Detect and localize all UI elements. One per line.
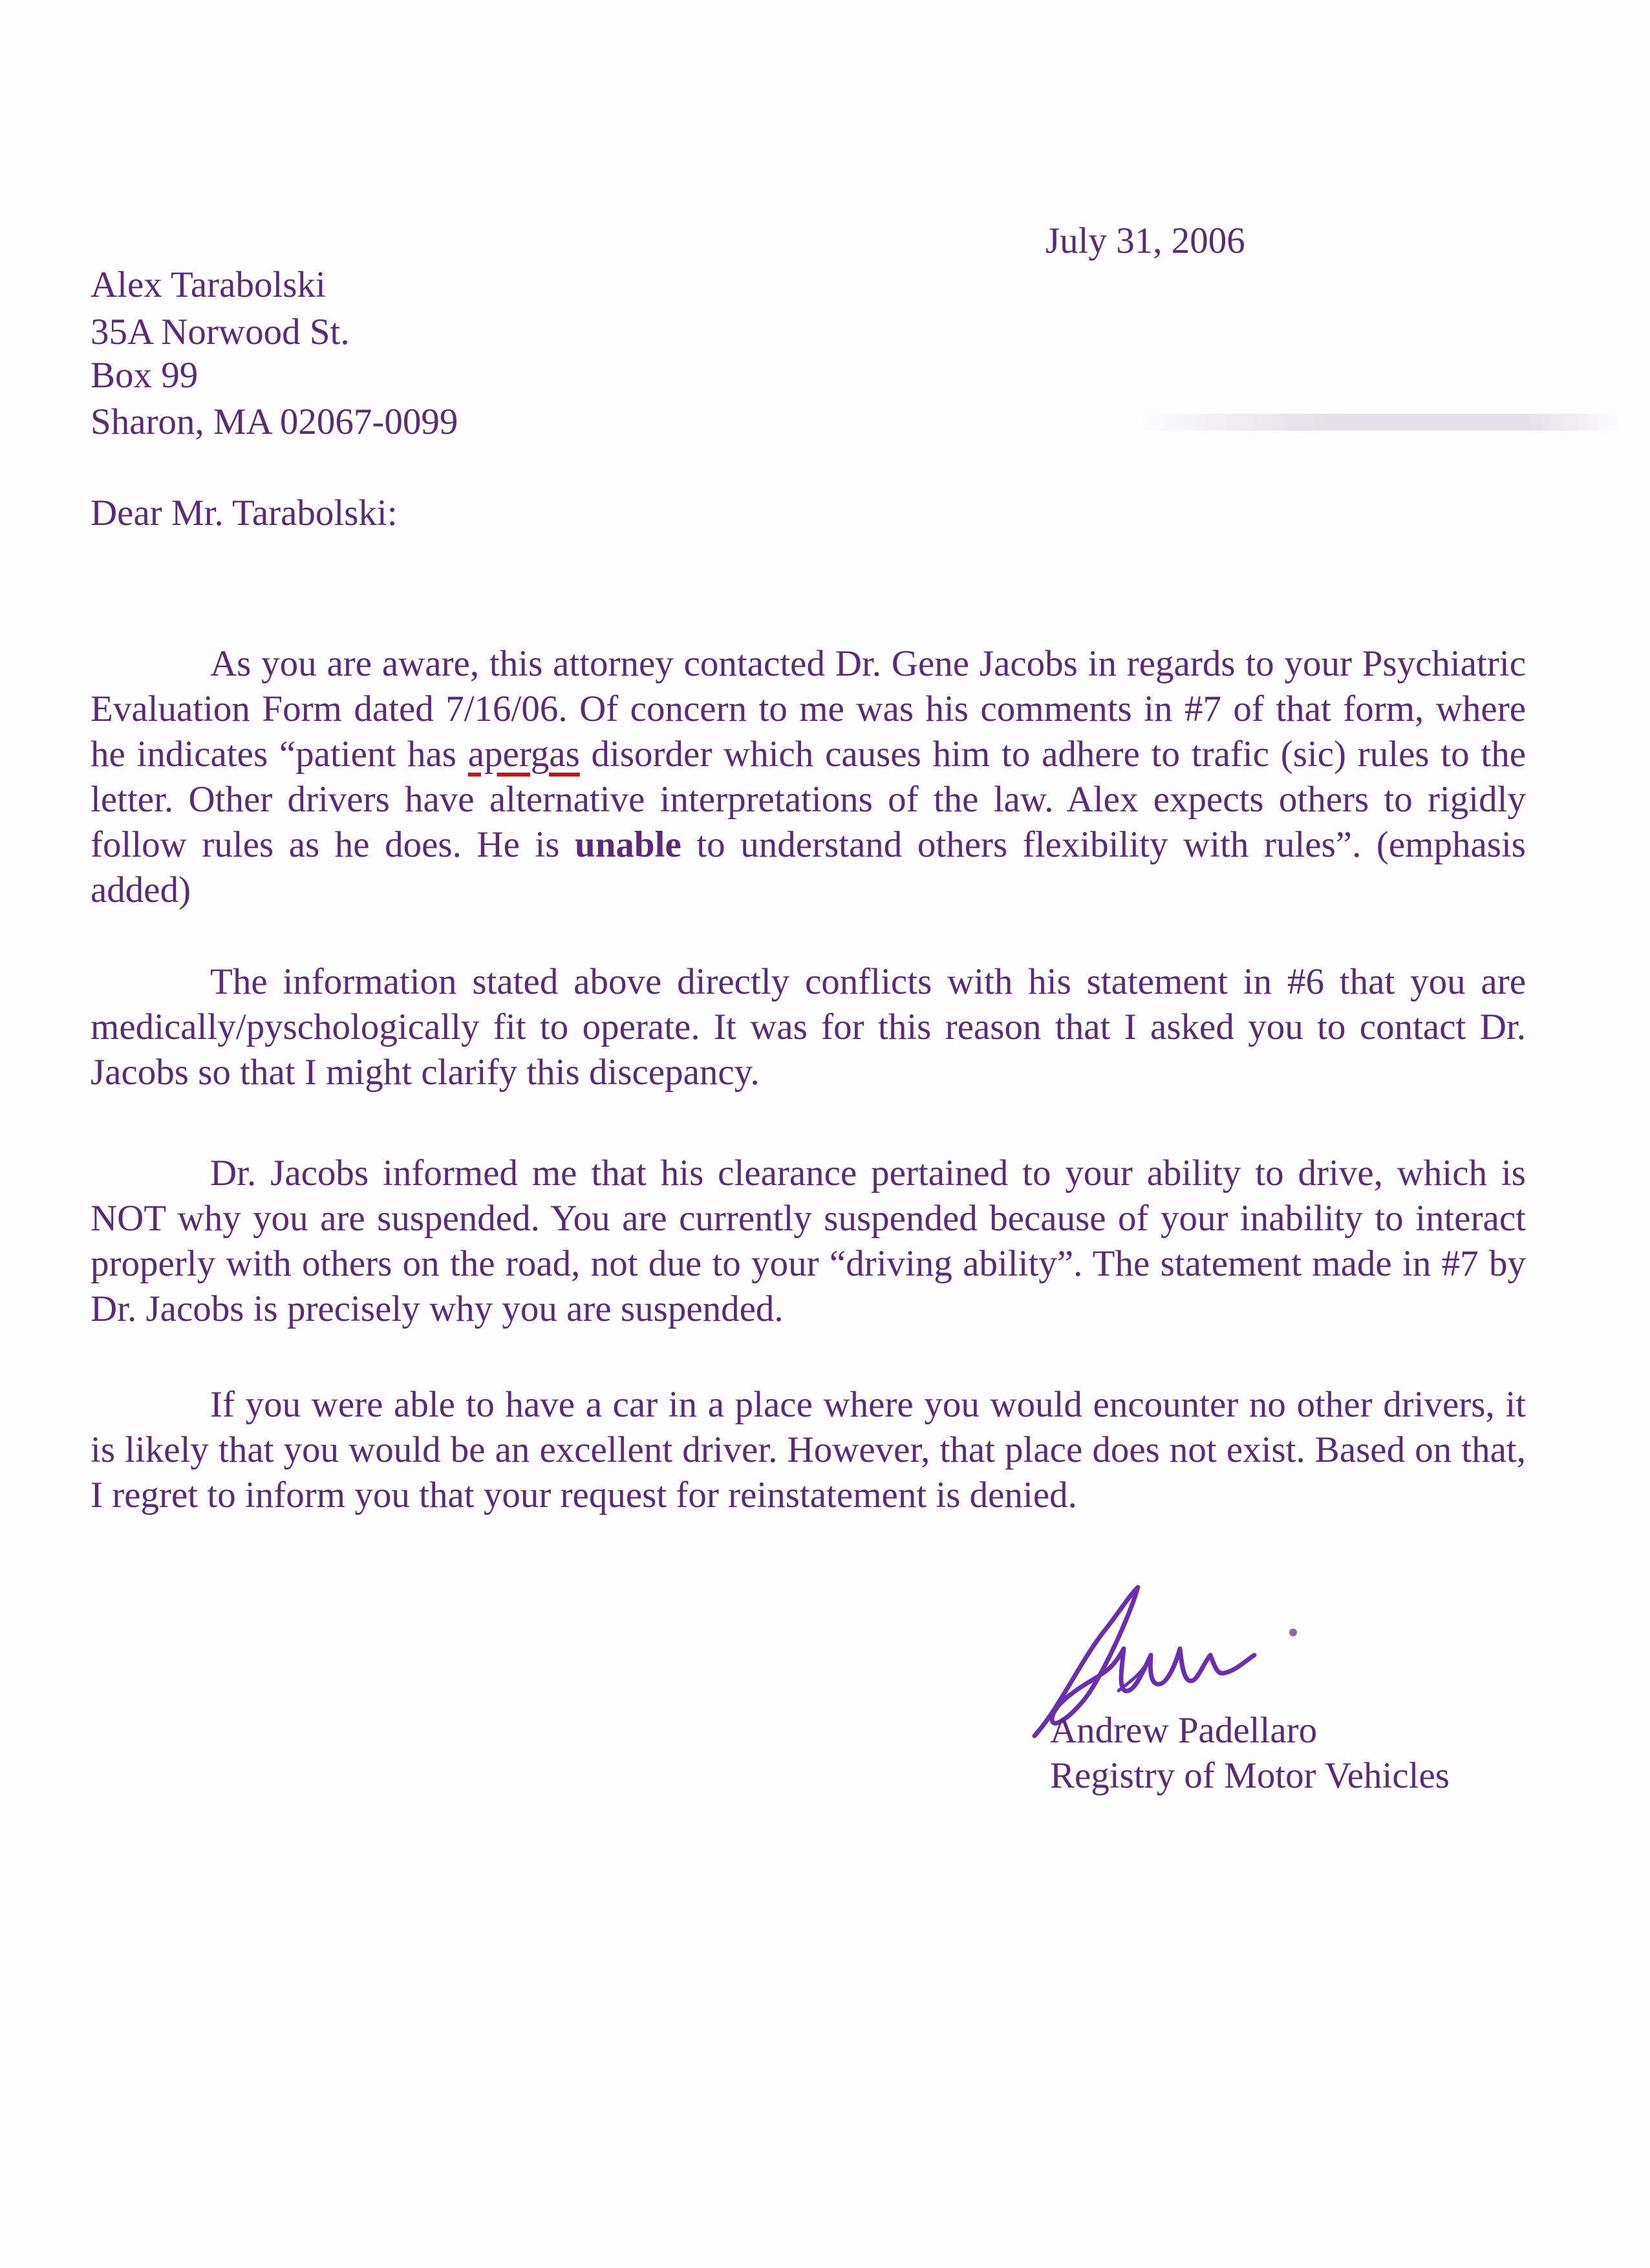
paragraph-2: The information stated above directly conflicts with his statement in #6 that you are medically/pyschologically fit to operate. It was for this reason that I asked you to contact Dr. Jacobs so that I might clarify this discepancy. [91,961,1526,1093]
underlined-word: apergas [467,734,580,775]
paragraph-1-text-c: to understand others flexibility with rules”. (emphasis added) [91,824,1526,910]
recipient-box: Box 99 [91,355,198,396]
paragraph-1-text-a: As you are aware, this attorney contacted Dr. Gene Jacobs in regards to your Psychiatric Evaluation Form dated 7/16/06. Of concern to me was his comments in #7 of that form, where he indicates “patient has [91,643,1526,775]
salutation: Dear Mr. Tarabolski: [91,493,398,533]
paragraph-4: If you were able to have a car in a place where you would encounter no other drivers, it is likely that you would be an excellent driver. However, that place does not exist. Based on that, I regret to inform you that your request for reinstatement is denied. [91,1384,1526,1515]
scan-shadow [1131,414,1623,431]
paragraph-1-text-b: disorder which causes him to adhere to trafic (sic) rules to the letter. Other drivers have alternative interpretations of the law. Alex expects others to rigidly follow rules as he does. He is [91,734,1526,865]
paragraph-1 [91,641,1526,913]
paragraph-3: Dr. Jacobs informed me that his clearance pertained to your ability to drive, which is NOT why you are suspended. You are currently suspended because of your inability to interact properly with others on the road, not due to your “driving ability”. The statement made in #7 by Dr. Jacobs is precisely why you are suspended. [91,1153,1526,1329]
recipient-street: 35A Norwood St. [91,312,350,352]
recipient-name: Alex Tarabolski [91,264,326,305]
letter-date: July 31, 2006 [1045,220,1245,261]
recipient-city-state-zip: Sharon, MA 02067-0099 [91,401,458,442]
signer-name: Andrew Padellaro [1050,1710,1318,1751]
emphasized-word: unable [575,824,681,865]
signer-title: Registry of Motor Vehicles [1050,1755,1450,1796]
